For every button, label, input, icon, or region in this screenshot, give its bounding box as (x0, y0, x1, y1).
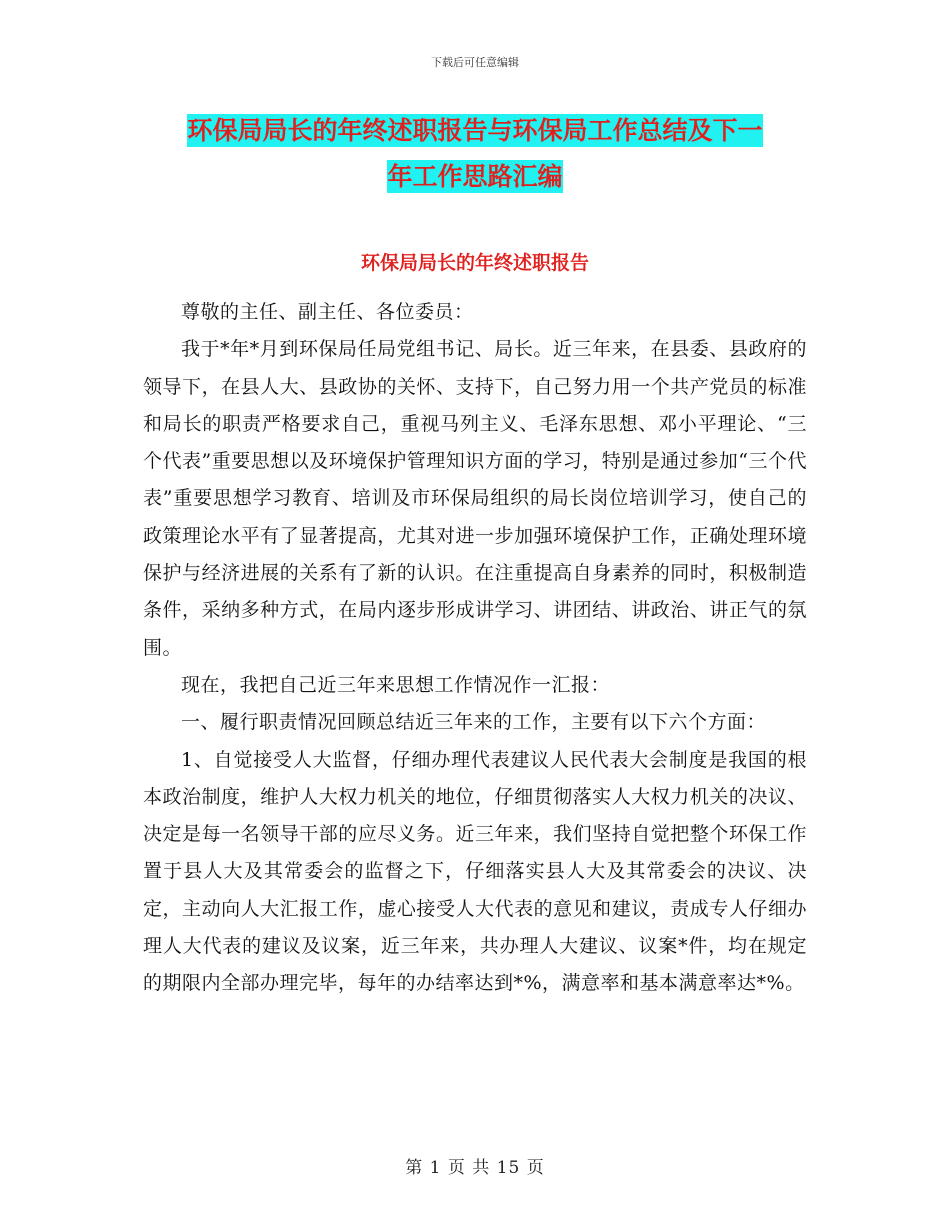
document-body (143, 294, 807, 1003)
paragraph-salutation: 尊敬的主任、副主任、各位委员： (181, 301, 474, 323)
header-note: 下载后可任意编辑 (431, 56, 519, 69)
main-title-line-2: 年工作思路汇编 (387, 162, 563, 191)
section-title: 环保局局长的年终述职报告 (360, 252, 589, 274)
paragraph-report-lead: 现在，我把自己近三年来思想工作情况作一汇报： (181, 673, 611, 696)
main-title-line-1: 环保局局长的年终述职报告与环保局工作总结及下一 (187, 116, 763, 145)
paragraph-item-one: 1、自觉接受人大监督，仔细办理代表建议人民代表大会制度是我国的根本政治制度，维护人大权力机关的地位，仔细贯彻落实人大权力机关的决议、决定是每一名领导干部的应尽义务。近三年来，我们坚持自觉把整个环保工作置于县人大及其常委会的监督之下，仔细落实县人大及其常委会的决议、决定，主动向人大汇报工作，虚心接受人大代表的意见和建议，责成专人仔细办理人大代表的建议及议案，近三年来，共办理人大建议、议案*件，均在规定的期限内全部办理完毕，每年的办结率达到*%，满意率和基本满意率达*%。 (143, 748, 807, 995)
main-title (140, 108, 810, 200)
page-footer: 第 1 页 共 15 页 (405, 1158, 545, 1178)
paragraph-section-one: 一、履行职责情况回顾总结近三年来的工作，主要有以下六个方面： (181, 711, 767, 734)
paragraph-intro: 我于*年*月到环保局任局党组书记、局长。近三年来，在县委、县政府的领导下，在县人大、县政协的关怀、支持下，自己努力用一个共产党员的标准和局长的职责严格要求自己，重视马列主义、毛泽东思想、邓小平理论、“三个代表”重要思想以及环境保护管理知识方面的学习，特别是通过参加“三个代表”重要思想学习教育、培训及市环保局组织的局长岗位培训学习，使自己的政策理论水平有了显著提高，尤其对进一步加强环境保护工作，正确处理环境保护与经济进展的关系有了新的认识。在注重提高自身素养的同时，积极制造条件，采纳多种方式，在局内逐步形成讲学习、讲团结、讲政治、讲正气的氛围。 (143, 338, 807, 659)
